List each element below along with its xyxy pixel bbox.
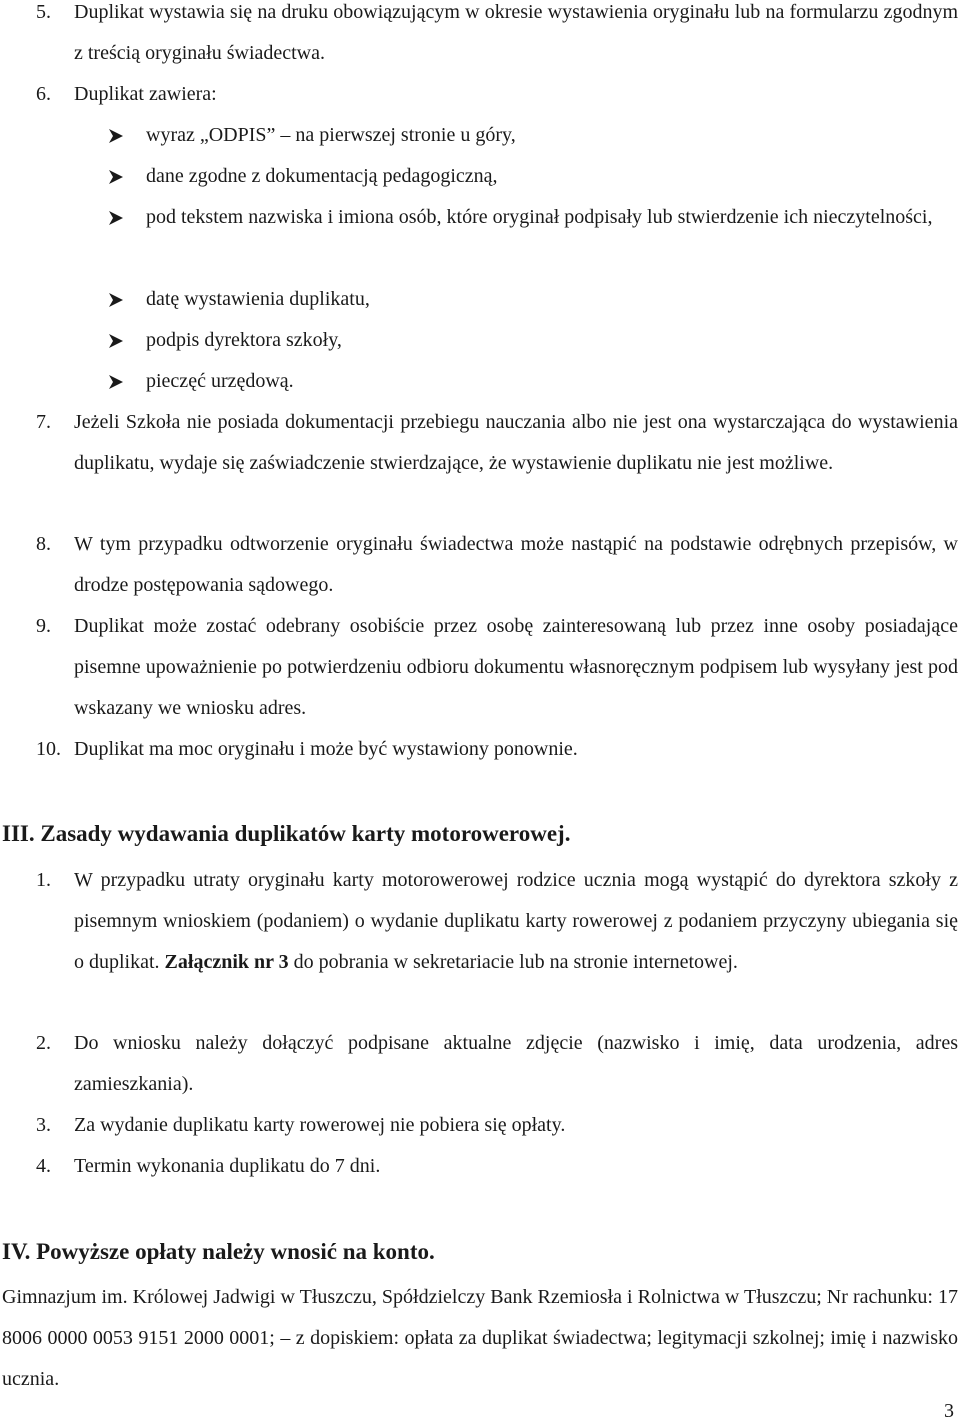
section3-number-2: 2. bbox=[36, 1032, 51, 1054]
page-number: 3 bbox=[944, 1400, 954, 1422]
document-page: 5. Duplikat wystawia się na druku obowiązującym w okresie wystawienia oryginału lub na formularzu zgodnym z treścią oryginału świadectwa. 6. Duplikat zawiera: wyraz „ODPIS” – na pierwszej stronie u góry, dane zgodne z dokumentacją pedagogiczną, pod tekstem nazwiska i imiona osób, które oryginał podpisały lub stwierdzenie ich nieczytelności, datę wystawienia duplikatu, podpis dyrektora szkoły, pieczęć urzędową. 7. Jeżeli Szkoła nie posiada dokumentacji przebiegu nauczania albo nie jest ona wystarczająca do wystawienia duplikatu, wydaje się zaświadczenie stwierdzające, że wystawienie duplikatu nie jest możliwe. 8. W tym przypadku odtworzenie oryginału świadectwa może nastąpić na podstawie odrębnych przepisów, w drodze postępowania sądowego. 9. Duplikat może zostać odebrany osobiście przez osobę zainteresowaną lub przez inne osoby posiadające pisemne upoważnienie po potwierdzeniu odbioru dokumentu własnoręcznym podpisem lub wysyłany jest pod wskazany we wniosku adres. 10. Duplikat ma moc oryginału i może być wystawiony ponownie. III. Zasady wydawania duplikatów karty motorowerowej. 1. W przypadku utraty oryginału karty motorowerowej rodzice ucznia mogą wystąpić do dyrektora szkoły z pisemnym wnioskiem (podaniem) o wydanie duplikatu karty rowerowej z podaniem przyczyny ubiegania się o duplikat. Załącznik nr 3 do pobrania w sekretariacie lub na stronie internetowej. 2. Do wniosku należy dołączyć podpisane aktualne zdjęcie (nazwisko i imię, data urodzenia, adres zamieszkania). 3. Za wydanie duplikatu karty rowerowej nie pobiera się opłaty. 4. Termin wykonania duplikatu do 7 dni. IV. Powyższe opłaty należy wnosić na konto. Gimnazjum im. Królowej Jadwigi w Tłuszczu, Spółdzielczy Bank Rzemiosła i Rolnictwa w Tłuszczu; Nr rachunku: 17 8006 0000 0053 9151 2000 0001; – z dopiskiem: opłata za duplikat świadectwa; legitymacji szkolnej; imię i nazwisko ucznia. 3 bbox=[0, 0, 960, 1425]
bank-account-paragraph: Gimnazjum im. Królowej Jadwigi w Tłuszczu, Spółdzielczy Bank Rzemiosła i Rolnictwa w Tłuszczu; Nr rachunku: 17 8006 0000 0053 9151 2000 0001; – z dopiskiem: opłata za duplikat świadectwa; legitymacji szkolnej; imię i nazwisko ucznia. bbox=[2, 1286, 958, 1390]
list-item-7-text: Jeżeli Szkoła nie posiada dokumentacji przebiegu nauczania albo nie jest ona wystarczająca do wystawienia duplikatu, wydaje się zaświadczenie stwierdzające, że wystawienie duplikatu nie jest możliwe. bbox=[74, 411, 958, 474]
arrow-bullet-icon bbox=[104, 115, 128, 156]
list-number-8: 8. bbox=[36, 533, 51, 555]
arrow-bullet-icon bbox=[104, 361, 128, 402]
arrow-bullet-icon bbox=[104, 156, 128, 197]
section3-number-4: 4. bbox=[36, 1155, 51, 1177]
section3-number-3: 3. bbox=[36, 1114, 51, 1136]
section3-number-1: 1. bbox=[36, 869, 51, 891]
arrow-bullet-icon bbox=[104, 320, 128, 361]
section-heading-iii: III. Zasady wydawania duplikatów karty motorowerowej. bbox=[2, 821, 571, 846]
list-item-8-text: W tym przypadku odtworzenie oryginału świadectwa może nastąpić na podstawie odrębnych przepisów, w drodze postępowania sądowego. bbox=[74, 533, 958, 596]
list-item-10-text: Duplikat ma moc oryginału i może być wystawiony ponownie. bbox=[74, 738, 578, 760]
list-number-6: 6. bbox=[36, 83, 51, 105]
list-number-7: 7. bbox=[36, 411, 51, 433]
list-item-9-text: Duplikat może zostać odebrany osobiście przez osobę zainteresowaną lub przez inne osoby posiadające pisemne upoważnienie po potwierdzeniu odbioru dokumentu własnoręcznym podpisem lub wysyłany jest pod wskazany we wniosku adres. bbox=[74, 615, 958, 719]
section3-item-4-text: Termin wykonania duplikatu do 7 dni. bbox=[74, 1155, 381, 1177]
list-item-5-text: Duplikat wystawia się na druku obowiązującym w okresie wystawienia oryginału lub na formularzu zgodnym z treścią oryginału świadectwa. bbox=[74, 1, 958, 64]
section-heading-iv: IV. Powyższe opłaty należy wnosić na konto. bbox=[2, 1239, 435, 1264]
attachment-reference: Załącznik nr 3 bbox=[164, 951, 289, 973]
section3-item-3-text: Za wydanie duplikatu karty rowerowej nie pobiera się opłaty. bbox=[74, 1114, 566, 1136]
list-item-6-text: Duplikat zawiera: bbox=[74, 83, 217, 105]
list-number-9: 9. bbox=[36, 615, 51, 637]
section3-item-1-text: W przypadku utraty oryginału karty motorowerowej rodzice ucznia mogą wystąpić do dyrektora szkoły z pisemnym wnioskiem (podaniem) o wydanie duplikatu karty rowerowej z podaniem przyczyny ubiegania się o duplikat. Załącznik nr 3 do pobrania w sekretariacie lub na stronie internetowej. bbox=[74, 869, 958, 973]
arrow-bullet-icon bbox=[104, 197, 128, 238]
list-number-5: 5. bbox=[36, 1, 51, 23]
list-number-10: 10. bbox=[36, 738, 61, 760]
section3-item-2-text: Do wniosku należy dołączyć podpisane aktualne zdjęcie (nazwisko i imię, data urodzenia, adres zamieszkania). bbox=[74, 1032, 958, 1095]
arrow-bullet-icon bbox=[104, 279, 128, 320]
